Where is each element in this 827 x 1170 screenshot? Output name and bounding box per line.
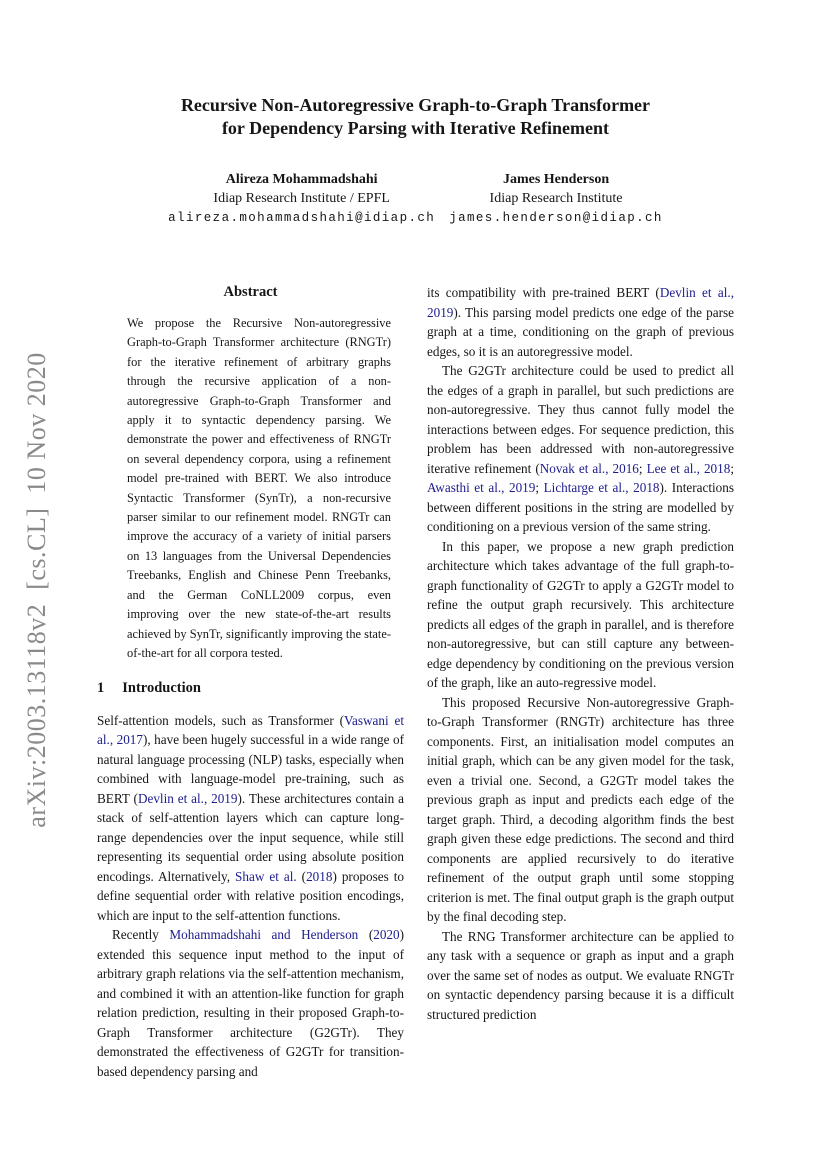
body-text: The G2GTr architecture could be used to predict all the edges of a graph in parallel, but such predictions are non-autoregressive. They thus cannot fully model the interactions between edges. For sequence prediction, this problem has been addressed with non-autoregressive iterative refinement ( [427,363,734,476]
citation-link[interactable]: Awasthi et al., 2019 [427,480,536,495]
body-text: ( [296,868,307,884]
body-text: ; [730,460,734,476]
author-affiliation: Idiap Research Institute [489,191,623,206]
right-column [427,283,734,1024]
paragraph [427,693,734,927]
author-block-2 [449,170,663,228]
body-text: Recently [112,927,170,943]
citation-link[interactable]: Devlin et al., 2019 [427,285,734,320]
body-text: ; [638,460,647,476]
paragraph [427,927,734,1025]
citation-link[interactable]: Lee et al., 2018 [646,460,731,476]
paragraph [97,925,404,1081]
body-text: ), have been hugely successful in a wide range of natural language processing (NLP) tasks, especially when combined with language-model pre-training, such as BERT ( [97,732,404,806]
body-text: ). Interactions between different positions in the string are modelled by conditioning on a previous version of the same string. [427,480,734,534]
abstract-heading: Abstract [223,284,278,300]
author-name: James Henderson [502,172,610,187]
body-text: ( [358,927,374,943]
citation-link[interactable]: Novak et al., 2016 [539,460,639,476]
author-block-1 [168,170,435,228]
body-text: ). This parsing model predicts one edge of the parse graph at a time, conditioning on the graph of previous edges, so it is an autoregressive model. [427,304,734,359]
body-text: Self-attention models, such as Transformer ( [97,712,344,728]
citation-link[interactable]: Lichtarge et al., 2018 [543,480,660,495]
section-heading-introduction [97,679,404,699]
paper-title [97,94,734,140]
citation-link[interactable]: Mohammadshahi and Henderson [169,927,359,943]
paper-title-line1: Recursive Non-Autoregressive Graph-to-Graph Transformer [180,95,651,115]
paper-title-line2: for Dependency Parsing with Iterative Refinement [221,118,610,138]
citation-link[interactable]: 2020 [373,927,400,943]
citation-link[interactable]: Shaw et al. [235,868,297,884]
body-text: ). These architectures contain a stack of self-attention layers which can capture long-range dependencies over the input sequence, while still representing its sequential order using absolute position encodings. Alternatively, [97,790,404,884]
citation-link[interactable]: 2018 [306,868,333,884]
body-text: The RNG Transformer architecture can be applied to any task with a sequence or graph as input and a graph over the same set of nodes as output. We evaluate RNGTr on syntactic dependency parsing because it is a difficult structured prediction [427,928,734,1022]
citation-link[interactable]: Devlin et al., 2019 [137,790,238,806]
body-text: its compatibility with pre-trained BERT ( [427,285,660,300]
section-title: Introduction [122,680,201,697]
body-text: ; [535,480,544,495]
left-column [97,283,404,1081]
author-affiliation: Idiap Research Institute / EPFL [213,191,390,206]
author-email: alireza.mohammadshahi@idiap.ch [168,211,436,225]
paragraph [427,361,734,537]
body-text: ) proposes to define sequential order with relative position encodings, which are input to the self-attention functions. [97,868,404,923]
body-text: In this paper, we propose a new graph prediction architecture which takes advantage of the full graph-to-graph functionality of G2GTr to apply a G2GTr model to refine the output graph recursively. This architecture predicts all edges of the graph in parallel, and is therefore non-autoregressive, but can still capture any between-edge dependency by conditioning on the previous version of the graph, like an auto-regressive model. [427,538,734,690]
author-name: Alireza Mohammadshahi [225,172,378,187]
abstract-text: We propose the Recursive Non-autoregressive Graph-to-Graph Transformer architecture (RNGTr) for the iterative refinement of arbitrary graphs through the recursive application of a non-autoregressive Graph-to-Graph Transformer and apply it to syntactic dependency parsing. We demonstrate the power and effectiveness of RNGTr on several dependency corpora, using a refinement model pre-trained with BERT. We also introduce Syntactic Transformer (SynTr), a non-recursive parser similar to our refinement model. RNGTr can improve the accuracy of a variety of initial parsers on 13 languages from the Universal Dependencies Treebanks, English and Chinese Penn Treebanks, and the German CoNLL2009 corpus, even improving over the new state-of-the-art results achieved by SynTr, significantly improving the state-of-the-art for all corpora tested. [127,316,391,660]
arxiv-watermark: arXiv:2003.13118v2 [cs.CL] 10 Nov 2020 [22,352,51,828]
authors-row [97,170,734,228]
section-number: 1 [97,680,105,697]
citation-link[interactable]: Vaswani et al., 2017 [97,712,404,748]
body-text: ) extended this sequence input method to the input of arbitrary graph relations via the self-attention mechanism, and combined it with an attention-like function for graph relation prediction, resulting in their proposed Graph-to-Graph Transformer architecture (G2GTr). They demonstrated the effectiveness of G2GTr for transition-based dependency parsing and [97,927,404,1079]
author-email: james.henderson@idiap.ch [449,211,663,225]
paragraph [427,537,734,693]
paragraph [97,711,404,926]
body-text: This proposed Recursive Non-autoregressive Graph-to-Graph Transformer (RNGTr) architecture has three components. First, an initialisation model computes an initial graph, which can be any given model for the task, even a trivial one. Second, a G2GTr model takes the previous graph as input and predicts each edge of the target graph. Third, a decoding algorithm finds the best graph given these edge predictions. The second and third components are applied recursively to do iterative refinement of the output graph until some stopping criterion is met. The final output graph is the graph output by the final decoding step. [427,694,734,924]
paragraph [427,283,734,361]
